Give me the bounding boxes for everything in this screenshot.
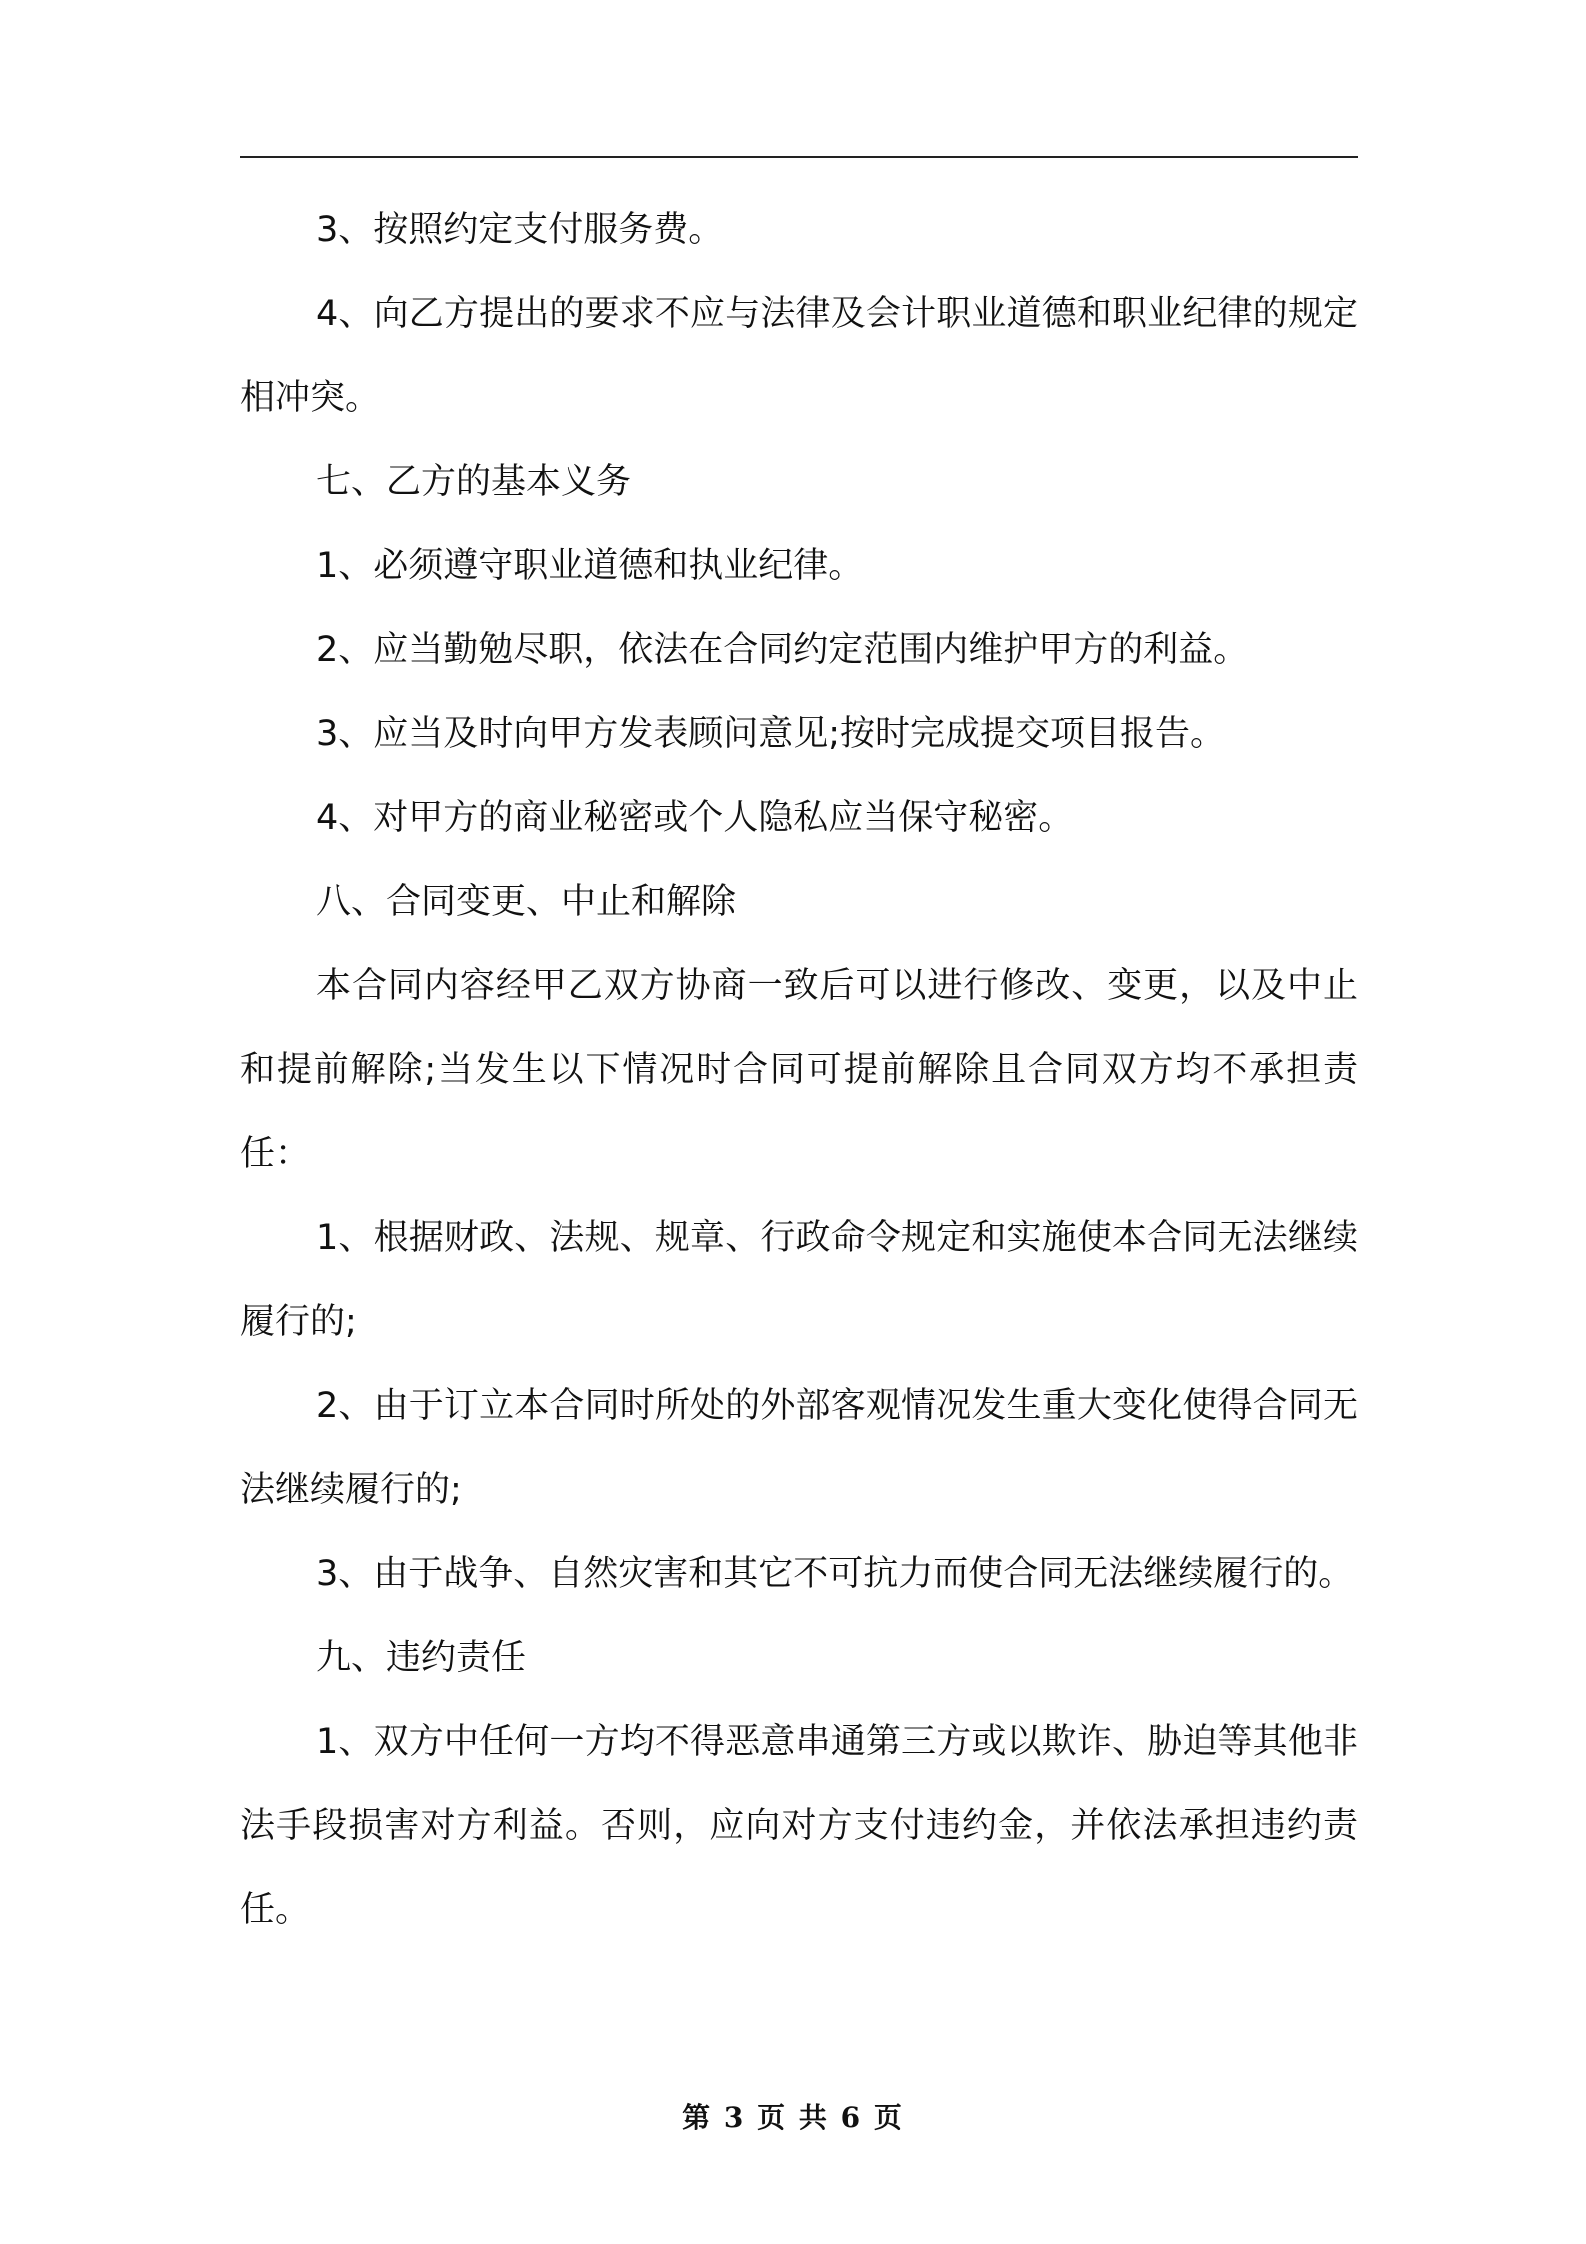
paragraph-modification-termination: 本合同内容经甲乙双方协商一致后可以进行修改、变更，以及中止和提前解除;当发生以下情况时合同可提前解除且合同双方均不承担责任： — [240, 966, 1358, 1174]
paragraph-no-collusion: 1、双方中任何一方均不得恶意串通第三方或以欺诈、胁迫等其他非法手段损害对方利益。否则，应向对方支付违约金，并依法承担违约责任。 — [240, 1722, 1358, 1930]
document-body — [240, 188, 1358, 1952]
page-number-footer: 第 3 页 共 6 页 — [682, 2101, 904, 2134]
paragraph-confidentiality: 4、对甲方的商业秘密或个人隐私应当保守秘密。 — [316, 798, 1074, 838]
header-rule — [240, 156, 1358, 158]
paragraph-diligence: 2、应当勤勉尽职，依法在合同约定范围内维护甲方的利益。 — [316, 630, 1249, 670]
paragraph-force-majeure: 3、由于战争、自然灾害和其它不可抗力而使合同无法继续履行的。 — [316, 1554, 1354, 1594]
paragraph-timely-opinions: 3、应当及时向甲方发表顾问意见;按时完成提交项目报告。 — [316, 714, 1226, 754]
paragraph-professional-ethics: 1、必须遵守职业道德和执业纪律。 — [316, 546, 864, 586]
paragraph-requirements-compliance: 4、向乙方提出的要求不应与法律及会计职业道德和职业纪律的规定相冲突。 — [240, 294, 1358, 418]
section-heading-contract-changes: 八、合同变更、中止和解除 — [316, 882, 737, 922]
paragraph-regulatory-reasons: 1、根据财政、法规、规章、行政命令规定和实施使本合同无法继续履行的; — [240, 1218, 1358, 1342]
paragraph-pay-service-fee: 3、按照约定支付服务费。 — [316, 210, 724, 250]
section-heading-party-b-obligations: 七、乙方的基本义务 — [316, 462, 632, 502]
section-heading-breach-liability: 九、违约责任 — [316, 1638, 527, 1678]
paragraph-external-changes: 2、由于订立本合同时所处的外部客观情况发生重大变化使得合同无法继续履行的; — [240, 1386, 1358, 1510]
